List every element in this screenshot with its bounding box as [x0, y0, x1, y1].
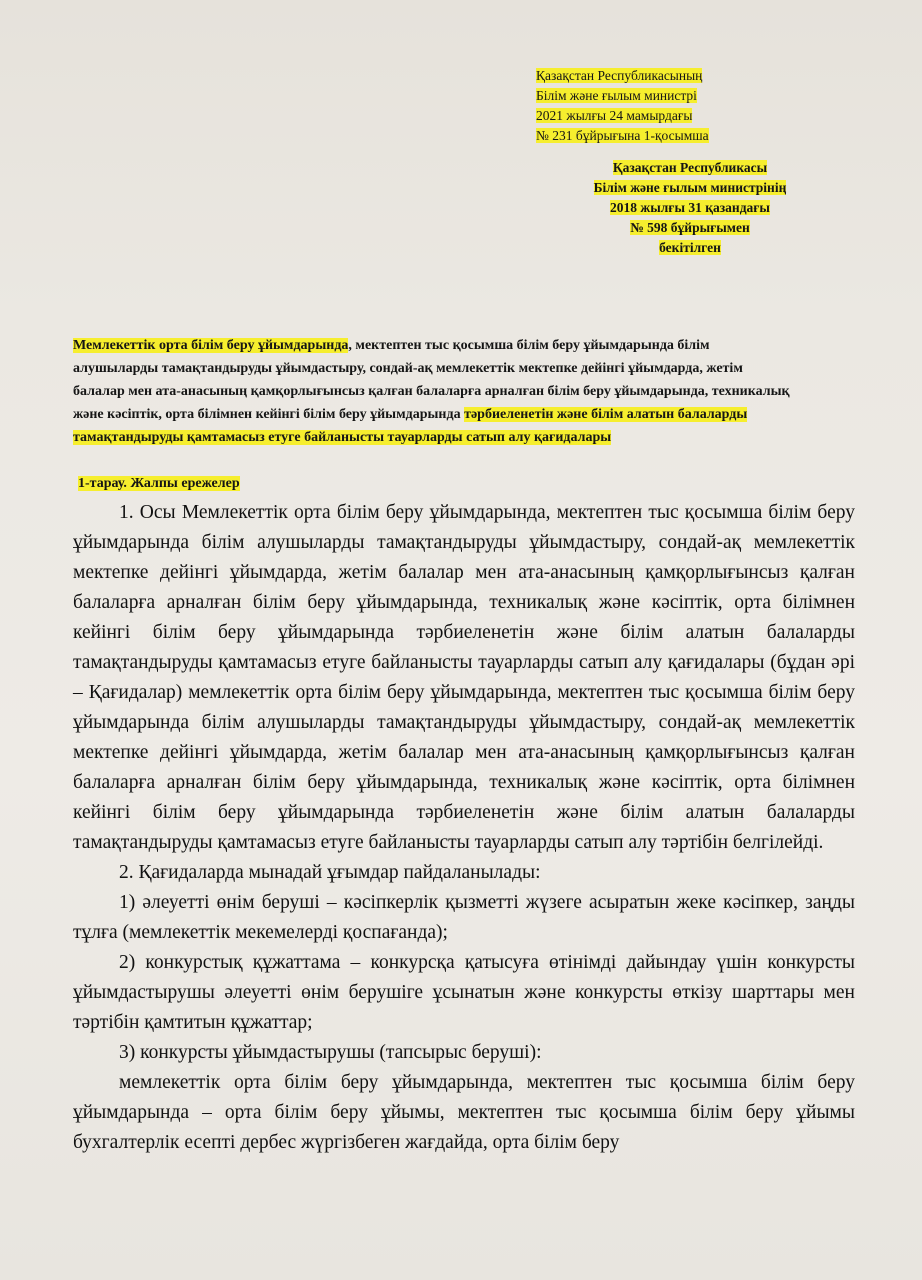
appendix-line: Білім және ғылым министрі: [536, 88, 697, 103]
paragraph-6: мемлекеттік орта білім беру ұйымдарында, мектептен тыс қосымша білім беру ұйымдарында – орта білім беру ұйымы, мектептен тыс қосымша білім беру ұйымы бухгалтерлік есепті дербес жүргізбеген жағдайда, орта білім беру: [73, 1072, 855, 1153]
approval-note: [575, 158, 805, 258]
section-heading: [78, 473, 240, 495]
approval-line: 2018 жылғы 31 қазандағы: [610, 200, 770, 215]
title-part: , мектептен тыс қосымша білім беру ұйымдарында білім алушыларды тамақтандыруды ұйымдастыру, сондай-ақ мемлекеттік мектепке дейінгі ұйымдарда, жетім балалар мен ата-анасының қамқорлығынсыз қалған балаларға арналған білім беру ұйымдарында, техникалық және кәсіптік, орта білімнен кейінгі білім беру ұйымдарында: [73, 338, 790, 422]
paragraph-1: 1. Осы Мемлекеттік орта білім беру ұйымдарында, мектептен тыс қосымша білім беру ұйымдарында білім алушыларды тамақтандыруды ұйымдастыру, сондай-ақ мемлекеттік мектепке дейінгі ұйымдарда, жетім балалар мен ата-анасының қамқорлығынсыз қалған балаларға арналған білім беру ұйымдарында, техникалық және кәсіптік, орта білімнен кейінгі білім беру ұйымдарында тәрбиеленетін және білім алатын балаларды тамақтандыруды қамтамасыз етуге байланысты тауарларды сатып алу қағидалары (бұдан әрі – Қағидалар) мемлекеттік орта білім беру ұйымдарында, мектептен тыс қосымша білім беру ұйымдарында білім алушыларды тамақтандыруды ұйымдастыру, сондай-ақ мемлекеттік мектепке дейінгі ұйымдарда, жетім балалар мен ата-анасының қамқорлығынсыз қалған балаларға арналған білім беру ұйымдарында, техникалық және кәсіптік, орта білімнен кейінгі білім беру ұйымдарында тәрбиеленетін және білім алатын балаларды тамақтандыруды қамтамасыз етуге байланысты тауарларды сатып алу тәртібін белгілейді.: [73, 502, 855, 853]
approval-line: Білім және ғылым министрінің: [593, 180, 787, 195]
paragraph-2: 2. Қағидаларда мынадай ұғымдар пайдаланылады:: [119, 862, 541, 883]
rules-title: [73, 334, 793, 449]
section-heading-text: 1-тарау. Жалпы ережелер: [78, 476, 240, 491]
appendix-line: 2021 жылғы 24 мамырдағы: [536, 108, 693, 123]
approval-line: № 598 бұйрығымен: [630, 220, 750, 235]
paragraph-5: 3) конкурсты ұйымдастырушы (тапсырыс беруші):: [119, 1042, 542, 1063]
title-part-highlighted: Мемлекеттік орта білім беру ұйымдарында: [73, 338, 349, 353]
document-body: [73, 498, 855, 1158]
paragraph-4: 2) конкурстық құжаттама – конкурсқа қатысуға өтінімді дайындау үшін конкурсты ұйымдастырушы әлеуетті өнім берушіге ұсынатын және конкурсты өткізу шарттары мен тәртібін қамтитын құжаттар;: [73, 952, 855, 1033]
appendix-note: [536, 66, 736, 146]
title-part-highlighted: тәрбиеленетін және білім алатын балаларды тамақтандыруды қамтамасыз етуге байланысты тауарларды сатып алу қағидалары: [73, 407, 748, 445]
appendix-line: № 231 бұйрығына 1-қосымша: [536, 128, 709, 143]
approval-line: Қазақстан Республикасы: [612, 160, 768, 175]
appendix-line: Қазақстан Республикасының: [536, 68, 703, 83]
approval-line: бекітілген: [659, 240, 721, 255]
paragraph-3: 1) әлеуетті өнім беруші – кәсіпкерлік қызметті жүзеге асыратын жеке кәсіпкер, заңды тұлға (мемлекеттік мекемелерді қоспағанда);: [73, 892, 855, 943]
